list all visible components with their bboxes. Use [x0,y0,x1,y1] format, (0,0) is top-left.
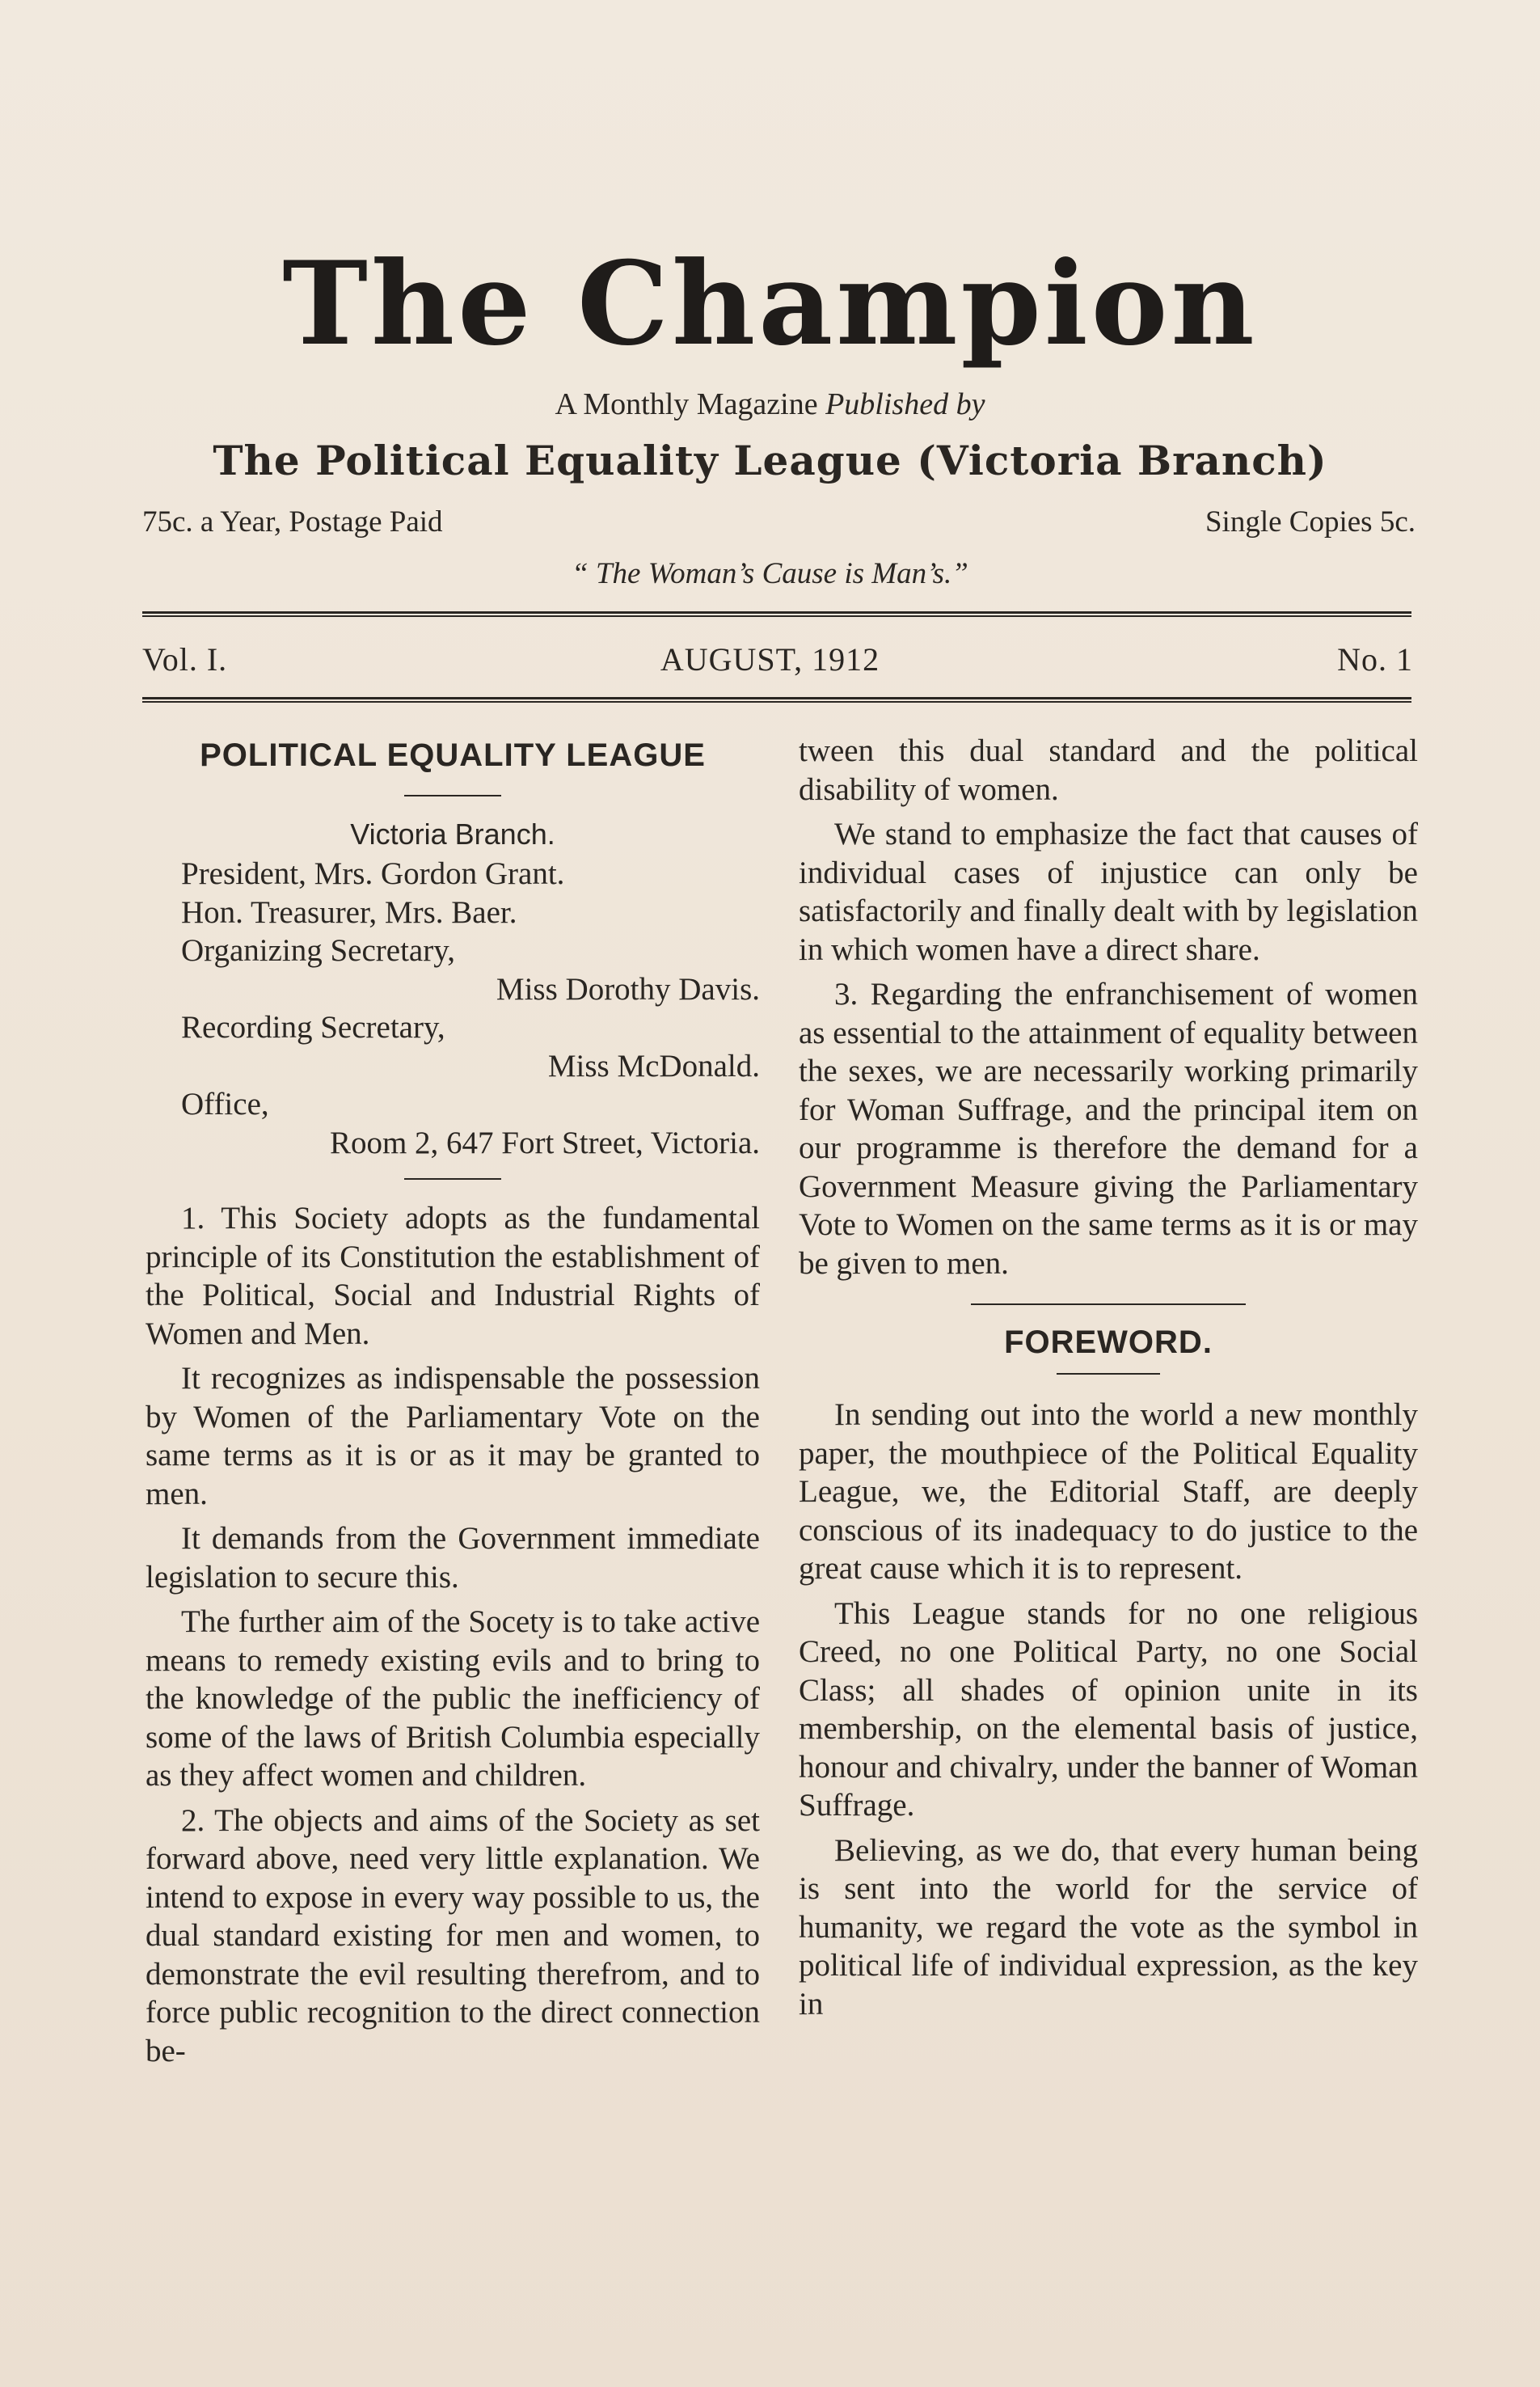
masthead-subtitle [0,387,1540,422]
paragraph: The further aim of the Socety is to take active means to remedy existing evils and to bring to the knowledge of the public the inefficiency of some of the laws of British Columbia especially as they affect women and children. [146,1604,760,1793]
publisher-name: The Political Equality League (Victoria Branch) [213,437,1327,484]
single-copy-price: Single Copies 5c. [1205,505,1416,539]
masthead-rule-bottom [142,697,1411,703]
paragraph: Believing, as we do, that every human being is sent into the world for the service of humanity, we regard the vote as the symbol in political life of individual expression, as the key in [799,1832,1418,2022]
heading-divider [404,795,501,796]
right-column [799,732,1418,2030]
masthead-rule-top [142,611,1411,617]
issue-number: No. 1 [1337,641,1413,678]
paragraph: 1. This Society adopts as the fundamental principle of its Constitution the establishment of the Political, Social and Industrial Rights of Women and Men. [146,1201,760,1351]
issue-date: AUGUST, 1912 [660,641,880,678]
paragraph: It recognizes as indispensable the possession by Women of the Parliamentary Vote on the same terms as it is or as it may be granted to men. [146,1361,760,1511]
paragraph: This League stands for no one religious Creed, no one Political Party, no one Social Class; all shades of opinion unite in its membership, on the elemental basis of justice, honour and chivalry, under the banner of Woman Suffrage. [799,1595,1418,1823]
rec-secretary-name: Miss McDonald. [547,1048,760,1084]
motto: “ The Woman’s Cause is Man’s.” [572,557,968,590]
left-column [146,732,760,2076]
officers-divider [404,1178,501,1180]
foreword-divider-bottom [1057,1373,1160,1375]
org-secretary-name: Miss Dorothy Davis. [496,971,760,1007]
paragraph: It demands from the Government immediate legislation to secure this. [146,1521,760,1595]
branch-title: Victoria Branch. [350,817,555,851]
paragraph: In sending out into the world a new monthly paper, the mouthpiece of the Political Equality League, we, the Editorial Staff, are deeply conscious of its inadequacy to do justice to the great cause which it is to represent. [799,1397,1418,1586]
paragraph: 2. The objects and aims of the Society as set forward above, need very little explanation. We intend to expose in every way possible to us, the dual standard existing for men and women, to demonstrate the evil resulting therefrom, and to force public recognition to the direct connection be- [146,1802,760,2068]
office-label: Office, [181,1087,269,1122]
foreword-divider-top [971,1303,1246,1305]
continued-paragraph: tween this dual standard and the political disability of women. [799,733,1418,807]
office-address: Room 2, 647 Fort Street, Victoria. [329,1125,760,1160]
president-line: President, Mrs. Gordon Grant. [181,856,565,891]
league-heading: POLITICAL EQUALITY LEAGUE [200,737,706,773]
yearly-price: 75c. a Year, Postage Paid [142,505,443,539]
org-secretary-title: Organizing Secretary, [181,933,455,968]
paragraph: 3. Regarding the enfranchisement of women as essential to the attainment of equality between the sexes, we are necessarily working primarily for Woman Suffrage, and the principal item on our programme is therefore the demand for a Government Measure giving the Parliamentary Vote to Women on the same terms as it is or may be given to men. [799,977,1418,1281]
foreword-heading: FOREWORD. [1004,1324,1213,1360]
subtitle-italic: Published by [825,387,985,421]
subtitle-prefix: A Monthly Magazine [555,387,818,421]
treasurer-line: Hon. Treasurer, Mrs. Baer. [181,894,517,930]
masthead-title: The Champion [282,237,1258,371]
volume-label: Vol. I. [142,641,228,678]
paragraph: We stand to emphasize the fact that causes of individual cases of injustice can only be satisfactorily and finally dealt with by legislation in which women have a direct share. [799,817,1418,967]
rec-secretary-title: Recording Secretary, [181,1010,445,1045]
